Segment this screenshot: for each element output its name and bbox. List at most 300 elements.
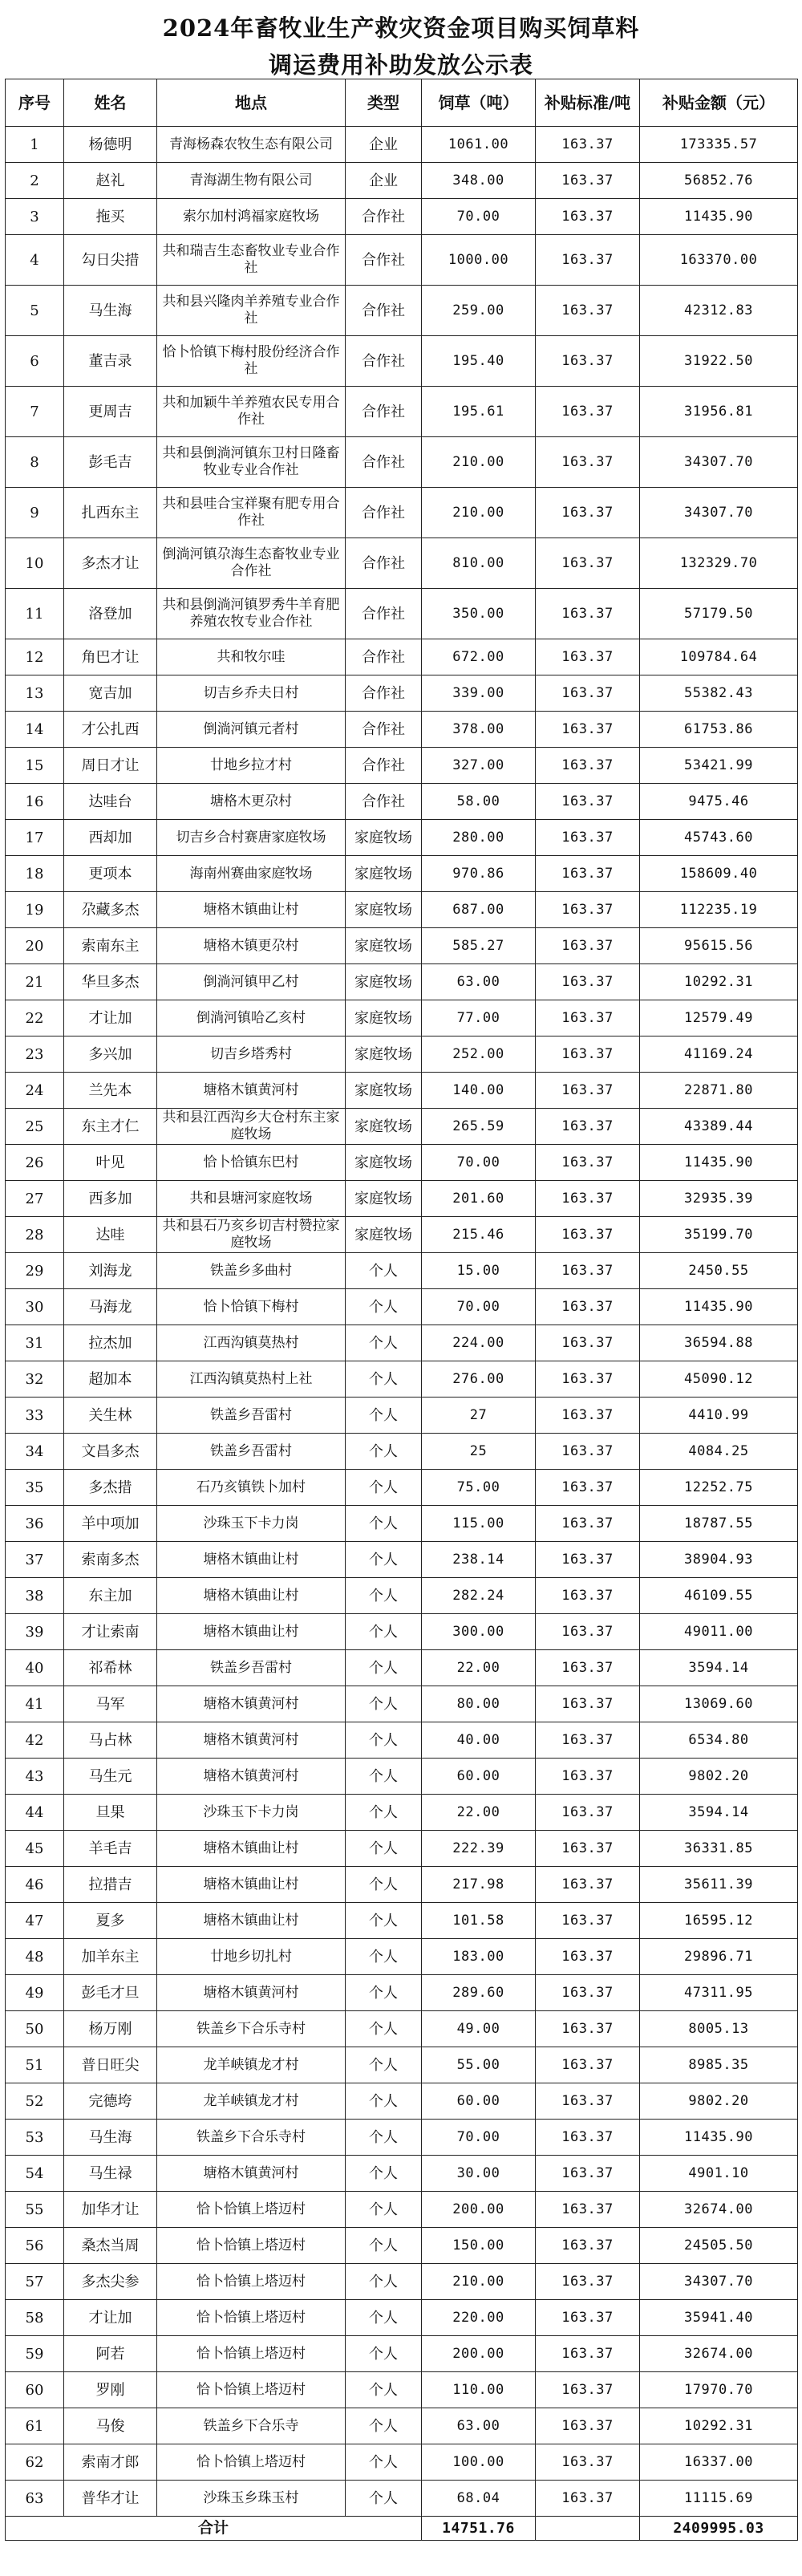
total-amount: 2409995.03 [640,2517,798,2541]
row-forage: 224.00 [422,1325,536,1361]
row-rate: 163.37 [536,2300,640,2336]
row-no: 19 [6,892,64,928]
row-amount: 10292.31 [640,964,798,1000]
header-type: 类型 [346,79,422,127]
row-name: 东主才仁 [64,1109,157,1145]
row-no: 50 [6,2011,64,2047]
row-location: 索尔加村鸿福家庭牧场 [157,199,346,235]
row-name: 文昌多杰 [64,1434,157,1470]
row-no: 8 [6,437,64,488]
table-row [6,1903,798,1939]
row-amount: 95615.56 [640,928,798,964]
row-forage: 210.00 [422,437,536,488]
title-line-2: 调运费用补助发放公示表 [268,51,533,79]
row-forage: 300.00 [422,1614,536,1650]
row-location: 切吉乡乔夫日村 [157,675,346,712]
row-type: 家庭牧场 [346,1145,422,1181]
row-amount: 3594.14 [640,1650,798,1686]
header-forage: 饲草（吨） [422,79,536,127]
row-location: 恰卜恰镇上塔迈村 [157,2192,346,2228]
row-rate: 163.37 [536,235,640,286]
row-name: 赵礼 [64,163,157,199]
row-no: 42 [6,1722,64,1759]
row-type: 个人 [346,1614,422,1650]
row-no: 40 [6,1650,64,1686]
row-type: 合作社 [346,675,422,712]
row-no: 53 [6,2120,64,2156]
total-forage: 14751.76 [422,2517,536,2541]
row-rate: 163.37 [536,1650,640,1686]
table-row [6,1434,798,1470]
row-location: 塘格木更尕村 [157,784,346,820]
row-forage: 217.98 [422,1867,536,1903]
row-type: 合作社 [346,235,422,286]
row-location: 倒淌河镇哈乙亥村 [157,1000,346,1036]
row-name: 杨万刚 [64,2011,157,2047]
row-location: 石乃亥镇铁卜加村 [157,1470,346,1506]
row-forage: 75.00 [422,1470,536,1506]
row-type: 个人 [346,2192,422,2228]
row-rate: 163.37 [536,1361,640,1398]
row-rate: 163.37 [536,2372,640,2408]
row-name: 桑杰当周 [64,2228,157,2264]
row-rate: 163.37 [536,2083,640,2120]
row-name: 洛登加 [64,589,157,639]
row-location: 铁盖乡吾雷村 [157,1398,346,1434]
row-name: 羊毛吉 [64,1831,157,1867]
row-rate: 163.37 [536,820,640,856]
row-location: 塘格木镇曲让村 [157,1831,346,1867]
row-forage: 327.00 [422,748,536,784]
row-amount: 34307.70 [640,437,798,488]
row-name: 马生海 [64,286,157,336]
table-row [6,2192,798,2228]
row-type: 合作社 [346,639,422,675]
row-rate: 163.37 [536,2156,640,2192]
row-location: 恰卜恰镇上塔迈村 [157,2444,346,2481]
row-location: 共和加颖牛羊养殖农民专用合作社 [157,387,346,437]
row-location: 共和牧尔哇 [157,639,346,675]
table-row [6,488,798,538]
row-type: 个人 [346,1722,422,1759]
row-type: 个人 [346,1939,422,1975]
row-name: 才公扎西 [64,712,157,748]
table-row [6,2120,798,2156]
table-row [6,286,798,336]
row-name: 更周吉 [64,387,157,437]
row-type: 合作社 [346,538,422,589]
row-type: 家庭牧场 [346,1000,422,1036]
row-forage: 289.60 [422,1975,536,2011]
row-forage: 140.00 [422,1073,536,1109]
total-rate-cell [536,2517,640,2541]
row-no: 48 [6,1939,64,1975]
table-row [6,2083,798,2120]
row-rate: 163.37 [536,488,640,538]
row-type: 家庭牧场 [346,820,422,856]
row-rate: 163.37 [536,2011,640,2047]
row-rate: 163.37 [536,1253,640,1289]
row-forage: 200.00 [422,2192,536,2228]
row-no: 22 [6,1000,64,1036]
row-no: 61 [6,2408,64,2444]
table-row [6,1506,798,1542]
row-name: 勾日尖措 [64,235,157,286]
row-location: 沙珠玉下卡力岗 [157,1506,346,1542]
row-name: 达哇 [64,1217,157,1253]
row-rate: 163.37 [536,1073,640,1109]
row-forage: 70.00 [422,199,536,235]
row-amount: 4410.99 [640,1398,798,1434]
row-location: 恰卜恰镇上塔迈村 [157,2228,346,2264]
table-row [6,1831,798,1867]
row-no: 58 [6,2300,64,2336]
row-type: 家庭牧场 [346,964,422,1000]
row-location: 龙羊峡镇龙才村 [157,2083,346,2120]
row-rate: 163.37 [536,1289,640,1325]
row-location: 铁盖乡下合乐寺村 [157,2011,346,2047]
table-row [6,639,798,675]
row-forage: 210.00 [422,488,536,538]
row-no: 46 [6,1867,64,1903]
row-location: 廿地乡拉才村 [157,748,346,784]
row-name: 西多加 [64,1181,157,1217]
row-name: 叶见 [64,1145,157,1181]
row-location: 江西沟镇莫热村上社 [157,1361,346,1398]
row-location: 恰卜恰镇上塔迈村 [157,2372,346,2408]
row-type: 个人 [346,1903,422,1939]
table-row [6,2011,798,2047]
row-rate: 163.37 [536,1398,640,1434]
row-forage: 259.00 [422,286,536,336]
table-row [6,1759,798,1795]
row-name: 多杰才让 [64,538,157,589]
row-no: 52 [6,2083,64,2120]
row-forage: 80.00 [422,1686,536,1722]
row-forage: 150.00 [422,2228,536,2264]
row-rate: 163.37 [536,1109,640,1145]
row-no: 28 [6,1217,64,1253]
row-amount: 3594.14 [640,1795,798,1831]
table-row [6,2264,798,2300]
row-no: 38 [6,1578,64,1614]
row-location: 塘格木镇曲让村 [157,1578,346,1614]
row-location: 塘格木镇曲让村 [157,1614,346,1650]
table-row [6,235,798,286]
table-row [6,1722,798,1759]
row-rate: 163.37 [536,1831,640,1867]
row-name: 多杰措 [64,1470,157,1506]
header-row [6,79,798,127]
row-amount: 22871.80 [640,1073,798,1109]
row-forage: 339.00 [422,675,536,712]
row-name: 杨德明 [64,127,157,163]
row-forage: 195.40 [422,336,536,387]
row-forage: 238.14 [422,1542,536,1578]
row-rate: 163.37 [536,2047,640,2083]
table-row [6,1217,798,1253]
row-type: 企业 [346,163,422,199]
row-type: 合作社 [346,199,422,235]
row-rate: 163.37 [536,712,640,748]
row-forage: 585.27 [422,928,536,964]
row-name: 加羊东主 [64,1939,157,1975]
table-row [6,1325,798,1361]
row-rate: 163.37 [536,892,640,928]
row-name: 董吉录 [64,336,157,387]
row-location: 共和县江西沟乡大仓村东主家庭牧场 [157,1109,346,1145]
row-location: 沙珠玉乡珠玉村 [157,2481,346,2517]
row-name: 拉措吉 [64,1867,157,1903]
row-amount: 18787.55 [640,1506,798,1542]
row-name: 华旦多杰 [64,964,157,1000]
table-row [6,748,798,784]
row-forage: 25 [422,1434,536,1470]
row-forage: 63.00 [422,2408,536,2444]
row-amount: 109784.64 [640,639,798,675]
table-row [6,712,798,748]
table-row [6,1145,798,1181]
table-row [6,1398,798,1434]
row-rate: 163.37 [536,1506,640,1542]
table-row [6,1036,798,1073]
row-forage: 222.39 [422,1831,536,1867]
table-row [6,2336,798,2372]
row-forage: 27 [422,1398,536,1434]
row-name: 拉杰加 [64,1325,157,1361]
row-forage: 40.00 [422,1722,536,1759]
row-forage: 200.00 [422,2336,536,2372]
row-location: 塘格木镇曲让村 [157,1542,346,1578]
row-type: 合作社 [346,387,422,437]
row-no: 36 [6,1506,64,1542]
row-amount: 42312.83 [640,286,798,336]
row-no: 47 [6,1903,64,1939]
row-no: 5 [6,286,64,336]
row-amount: 31922.50 [640,336,798,387]
row-forage: 810.00 [422,538,536,589]
row-rate: 163.37 [536,928,640,964]
row-name: 马生元 [64,1759,157,1795]
row-rate: 163.37 [536,1614,640,1650]
row-no: 29 [6,1253,64,1289]
table-row [6,1795,798,1831]
table-row [6,127,798,163]
table-row [6,163,798,199]
row-forage: 70.00 [422,1145,536,1181]
row-rate: 163.37 [536,589,640,639]
row-type: 家庭牧场 [346,856,422,892]
row-rate: 163.37 [536,1759,640,1795]
row-forage: 220.00 [422,2300,536,2336]
row-location: 塘格木镇曲让村 [157,1903,346,1939]
row-amount: 11435.90 [640,2120,798,2156]
row-type: 个人 [346,1759,422,1795]
row-rate: 163.37 [536,1795,640,1831]
row-type: 家庭牧场 [346,928,422,964]
table-row [6,1253,798,1289]
row-amount: 158609.40 [640,856,798,892]
row-type: 个人 [346,1686,422,1722]
row-rate: 163.37 [536,1867,640,1903]
row-amount: 17970.70 [640,2372,798,2408]
row-no: 14 [6,712,64,748]
table-row [6,1975,798,2011]
row-no: 12 [6,639,64,675]
row-location: 切吉乡塔秀村 [157,1036,346,1073]
row-type: 个人 [346,2083,422,2120]
row-forage: 63.00 [422,964,536,1000]
row-rate: 163.37 [536,437,640,488]
row-no: 60 [6,2372,64,2408]
row-no: 9 [6,488,64,538]
row-no: 54 [6,2156,64,2192]
row-rate: 163.37 [536,964,640,1000]
table-row [6,964,798,1000]
row-location: 共和县塘河家庭牧场 [157,1181,346,1217]
row-no: 49 [6,1975,64,2011]
table-row [6,199,798,235]
row-location: 倒淌河镇尕海生态畜牧业专业合作社 [157,538,346,589]
row-amount: 61753.86 [640,712,798,748]
row-name: 罗刚 [64,2372,157,2408]
row-forage: 55.00 [422,2047,536,2083]
row-location: 共和瑞吉生态畜牧业专业合作社 [157,235,346,286]
row-forage: 195.61 [422,387,536,437]
table-row [6,1650,798,1686]
row-type: 个人 [346,1398,422,1434]
row-rate: 163.37 [536,1939,640,1975]
row-forage: 58.00 [422,784,536,820]
row-forage: 687.00 [422,892,536,928]
row-amount: 9475.46 [640,784,798,820]
row-amount: 12252.75 [640,1470,798,1506]
row-rate: 163.37 [536,2336,640,2372]
row-amount: 34307.70 [640,488,798,538]
row-no: 6 [6,336,64,387]
table-row [6,784,798,820]
table-row [6,1867,798,1903]
row-location: 切吉乡合村赛唐家庭牧场 [157,820,346,856]
row-rate: 163.37 [536,127,640,163]
row-amount: 4084.25 [640,1434,798,1470]
table-row [6,1578,798,1614]
row-rate: 163.37 [536,1145,640,1181]
row-name: 彭毛才旦 [64,1975,157,2011]
row-rate: 163.37 [536,538,640,589]
row-rate: 163.37 [536,336,640,387]
row-name: 超加本 [64,1361,157,1398]
row-no: 25 [6,1109,64,1145]
table-row [6,1361,798,1398]
row-type: 家庭牧场 [346,1217,422,1253]
row-amount: 11435.90 [640,1145,798,1181]
row-location: 铁盖乡吾雷村 [157,1434,346,1470]
row-location: 塘格木镇黄河村 [157,1722,346,1759]
row-name: 阿若 [64,2336,157,2372]
row-location: 江西沟镇莫热村 [157,1325,346,1361]
row-location: 廿地乡切扎村 [157,1939,346,1975]
row-forage: 378.00 [422,712,536,748]
row-name: 多兴加 [64,1036,157,1073]
row-name: 才让加 [64,2300,157,2336]
row-amount: 2450.55 [640,1253,798,1289]
row-amount: 10292.31 [640,2408,798,2444]
row-rate: 163.37 [536,1036,640,1073]
table-body [6,127,798,2517]
row-rate: 163.37 [536,1000,640,1036]
table-row [6,2444,798,2481]
row-forage: 68.04 [422,2481,536,2517]
row-amount: 32674.00 [640,2336,798,2372]
row-forage: 1061.00 [422,127,536,163]
row-type: 个人 [346,2120,422,2156]
row-rate: 163.37 [536,784,640,820]
row-rate: 163.37 [536,1434,640,1470]
row-location: 沙珠玉下卡力岗 [157,1795,346,1831]
row-rate: 163.37 [536,1542,640,1578]
row-location: 塘格木镇曲让村 [157,892,346,928]
row-amount: 56852.76 [640,163,798,199]
row-rate: 163.37 [536,387,640,437]
row-location: 共和县石乃亥乡切吉村赞拉家庭牧场 [157,1217,346,1253]
table-row [6,675,798,712]
row-name: 索南多杰 [64,1542,157,1578]
row-forage: 672.00 [422,639,536,675]
row-rate: 163.37 [536,1722,640,1759]
row-rate: 163.37 [536,1325,640,1361]
row-amount: 53421.99 [640,748,798,784]
row-type: 个人 [346,1506,422,1542]
row-rate: 163.37 [536,163,640,199]
row-name: 马军 [64,1686,157,1722]
row-location: 共和县哇合宝祥聚有肥专用合作社 [157,488,346,538]
row-name: 宽吉加 [64,675,157,712]
table-row [6,589,798,639]
table-row [6,2228,798,2264]
row-rate: 163.37 [536,675,640,712]
row-amount: 8005.13 [640,2011,798,2047]
row-amount: 32935.39 [640,1181,798,1217]
row-amount: 16595.12 [640,1903,798,1939]
row-name: 西却加 [64,820,157,856]
table-row [6,2372,798,2408]
row-name: 马占林 [64,1722,157,1759]
row-no: 55 [6,2192,64,2228]
row-rate: 163.37 [536,2408,640,2444]
row-amount: 46109.55 [640,1578,798,1614]
row-amount: 11435.90 [640,199,798,235]
row-rate: 163.37 [536,1975,640,2011]
row-type: 合作社 [346,784,422,820]
table-row [6,2300,798,2336]
row-type: 个人 [346,2156,422,2192]
table-row [6,1614,798,1650]
row-no: 41 [6,1686,64,1722]
row-location: 青海湖生物有限公司 [157,163,346,199]
header-name: 姓名 [64,79,157,127]
row-location: 共和县倒淌河镇罗秀牛羊育肥养殖农牧专业合作社 [157,589,346,639]
row-amount: 13069.60 [640,1686,798,1722]
row-amount: 38904.93 [640,1542,798,1578]
row-no: 59 [6,2336,64,2372]
row-amount: 35941.40 [640,2300,798,2336]
row-amount: 132329.70 [640,538,798,589]
row-forage: 350.00 [422,589,536,639]
row-location: 铁盖乡下合乐寺村 [157,2120,346,2156]
row-type: 个人 [346,2336,422,2372]
row-type: 个人 [346,2300,422,2336]
